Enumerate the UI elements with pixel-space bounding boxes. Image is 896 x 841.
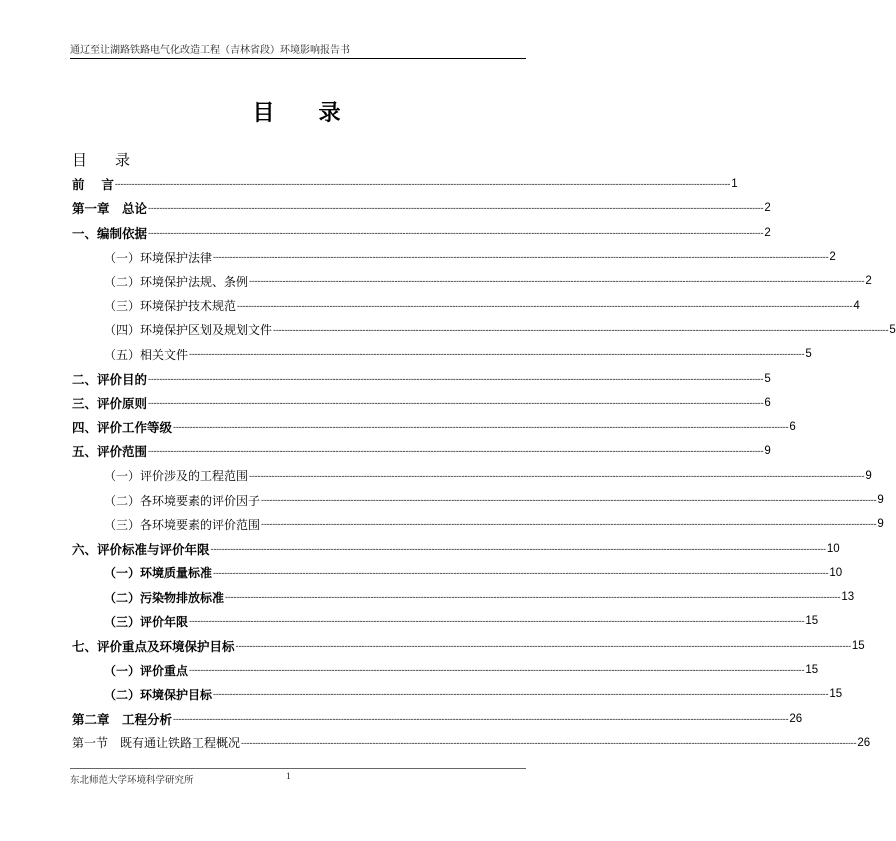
- toc-entry-page: 9: [877, 518, 884, 531]
- toc-entry[interactable]: [72, 561, 843, 585]
- toc-entry[interactable]: [72, 342, 812, 366]
- toc-entry-label: （四）环境保护区划及规划文件: [104, 323, 273, 338]
- toc-entry[interactable]: [72, 221, 771, 245]
- toc-entry-label: （三）评价年限: [104, 614, 189, 629]
- toc-leader-dots: ----------------------------------------------------------------------------------------------------------------------------------------------------------------------------------------------------------------------------: [237, 300, 853, 311]
- toc-entry-page: 1: [731, 178, 738, 191]
- toc-entry-label: 一、编制依据: [72, 225, 148, 241]
- toc-leader-dots: ----------------------------------------------------------------------------------------------------------------------------------------------------------------------------------------------------------------------------: [213, 567, 829, 578]
- toc-entry-page: 2: [829, 251, 836, 264]
- toc-leader-dots: ----------------------------------------------------------------------------------------------------------------------------------------------------------------------------------------------------------------------------: [213, 689, 829, 700]
- toc-entry-page: 9: [877, 494, 884, 506]
- toc-leader-dots: ----------------------------------------------------------------------------------------------------------------------------------------------------------------------------------------------------------------------------: [249, 470, 865, 481]
- toc-entry-label: 四、评价工作等级: [72, 420, 173, 436]
- toc-entry[interactable]: [72, 488, 884, 512]
- toc-entry[interactable]: [72, 609, 819, 633]
- toc-entry-page: 5: [889, 323, 896, 336]
- toc-heading-part1: 目: [72, 153, 88, 169]
- toc-entry-label: （五）相关文件: [104, 347, 189, 362]
- toc-leader-dots: ----------------------------------------------------------------------------------------------------------------------------------------------------------------------------------------------------------------------------: [249, 276, 865, 287]
- toc-entry-label: 六、评价标准与评价年限: [72, 541, 210, 557]
- running-header: 通辽至让湖路铁路电气化改造工程（吉林省段）环境影响报告书: [70, 45, 350, 56]
- table-of-contents: [72, 172, 896, 755]
- toc-leader-dots: ----------------------------------------------------------------------------------------------------------------------------------------------------------------------------------------------------------------------------: [225, 592, 841, 603]
- footer-institution: 东北师范大学环境科学研究所: [70, 776, 194, 786]
- toc-leader-dots: ----------------------------------------------------------------------------------------------------------------------------------------------------------------------------------------------------------------------------: [148, 397, 764, 408]
- toc-entry-label: （三）各环境要素的评价范围: [104, 517, 261, 532]
- toc-entry-page: 6: [764, 396, 771, 409]
- toc-entry-label: （二）环境保护目标: [104, 687, 213, 702]
- toc-entry[interactable]: [72, 512, 884, 536]
- toc-entry[interactable]: [72, 391, 771, 415]
- toc-entry-label: 第一节 既有通让铁路工程概况: [72, 736, 241, 751]
- toc-leader-dots: ----------------------------------------------------------------------------------------------------------------------------------------------------------------------------------------------------------------------------: [148, 446, 764, 457]
- toc-entry-page: 10: [829, 566, 843, 579]
- toc-leader-dots: ----------------------------------------------------------------------------------------------------------------------------------------------------------------------------------------------------------------------------: [241, 737, 857, 748]
- toc-leader-dots: ----------------------------------------------------------------------------------------------------------------------------------------------------------------------------------------------------------------------------: [235, 640, 851, 651]
- toc-entry-label: 五、评价范围: [72, 444, 148, 460]
- toc-entry-label: （二）污染物排放标准: [104, 590, 225, 605]
- toc-entry-label: （一）评价重点: [104, 663, 189, 678]
- toc-leader-dots: ----------------------------------------------------------------------------------------------------------------------------------------------------------------------------------------------------------------------------: [189, 616, 805, 627]
- toc-leader-dots: ----------------------------------------------------------------------------------------------------------------------------------------------------------------------------------------------------------------------------: [173, 422, 789, 433]
- toc-entry-label: 二、评价目的: [72, 371, 148, 387]
- toc-entry-page: 5: [805, 348, 812, 361]
- toc-entry-page: 4: [853, 299, 860, 312]
- toc-leader-dots: ----------------------------------------------------------------------------------------------------------------------------------------------------------------------------------------------------------------------------: [189, 665, 805, 676]
- toc-leader-dots: ----------------------------------------------------------------------------------------------------------------------------------------------------------------------------------------------------------------------------: [273, 324, 889, 335]
- toc-leader-dots: ----------------------------------------------------------------------------------------------------------------------------------------------------------------------------------------------------------------------------: [213, 252, 829, 263]
- toc-entry-page: 9: [865, 469, 872, 482]
- toc-entry-page: 26: [789, 712, 803, 725]
- toc-entry-page: 2: [865, 275, 872, 288]
- toc-entry[interactable]: [72, 731, 871, 755]
- toc-entry-page: 26: [857, 736, 871, 749]
- toc-entry[interactable]: [72, 415, 796, 439]
- toc-leader-dots: ----------------------------------------------------------------------------------------------------------------------------------------------------------------------------------------------------------------------------: [261, 495, 877, 505]
- toc-entry[interactable]: [72, 585, 855, 609]
- toc-entry[interactable]: [72, 366, 771, 390]
- toc-entry-page: 15: [805, 664, 819, 677]
- toc-entry-label: （二）各环境要素的评价因子: [104, 493, 261, 508]
- toc-entry[interactable]: [72, 536, 840, 560]
- toc-leader-dots: ----------------------------------------------------------------------------------------------------------------------------------------------------------------------------------------------------------------------------: [148, 227, 764, 238]
- page-title-part1: 目: [252, 100, 277, 126]
- toc-entry-label: （二）环境保护法规、条例: [104, 274, 249, 289]
- toc-entry-label: 七、评价重点及环境保护目标: [72, 638, 235, 654]
- toc-entry-page: 15: [805, 615, 819, 628]
- toc-leader-dots: ----------------------------------------------------------------------------------------------------------------------------------------------------------------------------------------------------------------------------: [148, 203, 764, 214]
- toc-entry[interactable]: [72, 682, 843, 706]
- toc-entry-label: （一）环境质量标准: [104, 566, 213, 581]
- toc-leader-dots: ----------------------------------------------------------------------------------------------------------------------------------------------------------------------------------------------------------------------------: [114, 179, 731, 190]
- toc-entry-label: （一）环境保护法律: [104, 250, 213, 265]
- toc-leader-dots: ----------------------------------------------------------------------------------------------------------------------------------------------------------------------------------------------------------------------------: [261, 519, 877, 530]
- toc-entry-page: 13: [841, 591, 855, 604]
- toc-entry-page: 10: [826, 542, 840, 555]
- toc-entry-label: 三、评价原则: [72, 395, 148, 411]
- toc-entry-page: 2: [764, 226, 771, 239]
- toc-leader-dots: ----------------------------------------------------------------------------------------------------------------------------------------------------------------------------------------------------------------------------: [189, 349, 805, 360]
- toc-entry[interactable]: [72, 269, 872, 293]
- toc-entry[interactable]: [72, 196, 771, 220]
- header-rule: [70, 58, 526, 59]
- toc-entry-label: 第一章 总论: [72, 201, 148, 217]
- toc-entry-page: 15: [829, 688, 843, 701]
- toc-entry[interactable]: [72, 245, 836, 269]
- footer-page-number: 1: [286, 772, 291, 782]
- footer-rule: [70, 768, 526, 769]
- toc-entry-page: 5: [764, 372, 771, 385]
- toc-entry-page: 15: [851, 639, 865, 652]
- toc-entry[interactable]: [72, 318, 896, 342]
- toc-entry-page: 2: [764, 202, 771, 215]
- toc-entry[interactable]: [72, 172, 738, 196]
- toc-leader-dots: ----------------------------------------------------------------------------------------------------------------------------------------------------------------------------------------------------------------------------: [210, 543, 826, 554]
- toc-entry[interactable]: [72, 707, 803, 731]
- toc-entry[interactable]: [72, 293, 860, 317]
- toc-entry-page: 9: [764, 445, 771, 458]
- page-title-part2: 录: [318, 100, 343, 126]
- toc-heading-part2: 录: [115, 153, 131, 169]
- toc-entry[interactable]: [72, 658, 819, 682]
- toc-entry-label: （一）评价涉及的工程范围: [104, 469, 249, 484]
- toc-entry[interactable]: [72, 634, 865, 658]
- toc-entry[interactable]: [72, 439, 771, 463]
- toc-entry-page: 6: [789, 421, 796, 434]
- toc-entry-label: 第二章 工程分析: [72, 711, 173, 727]
- toc-entry-label: （三）环境保护技术规范: [104, 299, 237, 314]
- toc-entry-label: 前 言: [72, 177, 114, 193]
- page-title: [0, 96, 595, 127]
- toc-leader-dots: ----------------------------------------------------------------------------------------------------------------------------------------------------------------------------------------------------------------------------: [173, 713, 789, 724]
- toc-heading: [72, 149, 130, 170]
- toc-entry[interactable]: [72, 464, 872, 488]
- toc-leader-dots: ----------------------------------------------------------------------------------------------------------------------------------------------------------------------------------------------------------------------------: [148, 373, 764, 384]
